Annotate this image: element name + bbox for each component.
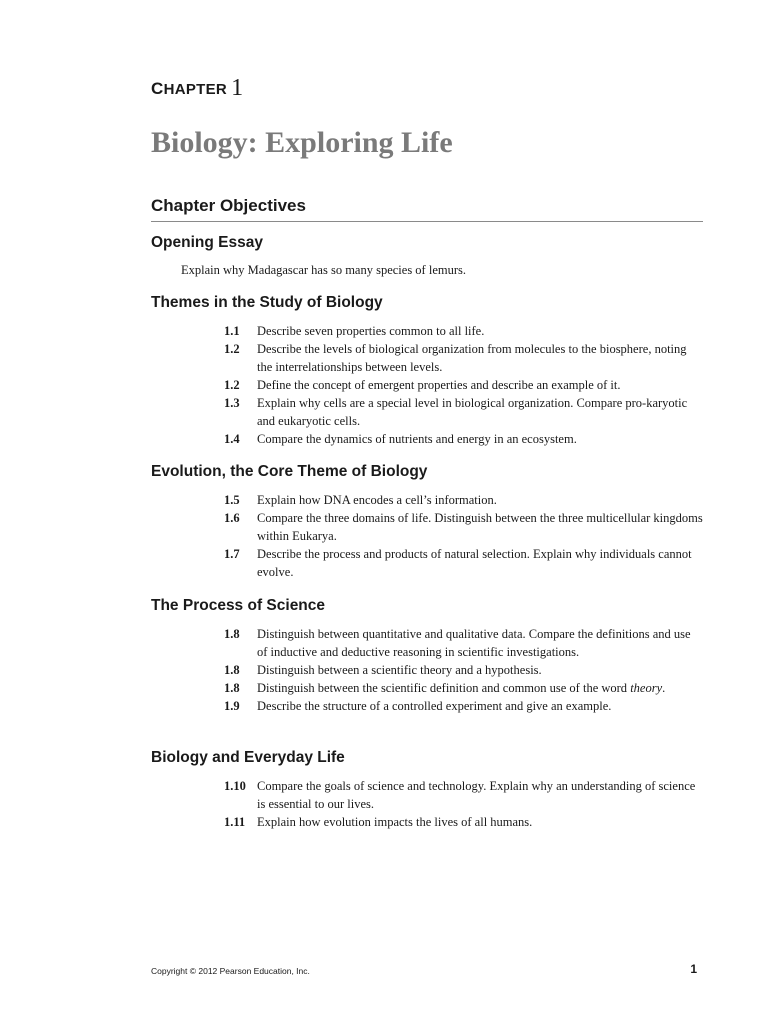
page-number: 1	[690, 962, 697, 976]
objective-number: 1.8	[224, 627, 240, 641]
section-opening-essay	[151, 234, 703, 279]
objective-text-main: Distinguish between the scientific definition and common use of the word	[257, 681, 628, 695]
section-evolution	[151, 463, 703, 581]
objective-item	[224, 697, 703, 715]
objective-list	[151, 777, 703, 831]
objective-text: Describe the process and products of natural selection. Explain why individuals cannot evolve.	[257, 547, 692, 579]
objective-number: 1.9	[224, 699, 240, 713]
section-themes	[151, 294, 703, 448]
objective-item	[224, 509, 703, 545]
objective-text: Explain how evolution impacts the lives of all humans.	[257, 815, 533, 829]
objective-item	[224, 777, 703, 813]
objective-item	[224, 376, 703, 394]
objective-text-italic: theory	[630, 681, 663, 695]
objective-text: Compare the goals of science and technology. Explain why an understanding of science is essential to our lives.	[257, 779, 696, 811]
objective-text	[257, 679, 703, 697]
objective-number: 1.2	[224, 342, 240, 356]
objective-item	[224, 679, 703, 697]
objective-item	[224, 394, 703, 430]
objective-number: 1.5	[224, 493, 240, 507]
objective-item	[224, 813, 703, 831]
objective-text: Compare the dynamics of nutrients and energy in an ecosystem.	[257, 432, 577, 446]
objective-number: 1.11	[224, 815, 246, 829]
section-heading: Opening Essay	[151, 234, 263, 251]
objective-list	[151, 491, 703, 581]
objective-text: Explain why cells are a special level in biological organization. Compare pro-karyotic and eukaryotic cells.	[257, 396, 688, 428]
objective-text: Describe the levels of biological organization from molecules to the biosphere, noting the interrelationships between levels.	[257, 342, 687, 374]
section-heading: The Process of Science	[151, 597, 326, 614]
section-heading: Evolution, the Core Theme of Biology	[151, 463, 428, 480]
objectives-heading: Chapter Objectives	[151, 196, 306, 215]
objective-list	[151, 625, 703, 715]
section-heading: Themes in the Study of Biology	[151, 294, 383, 311]
chapter-word-first: C	[151, 79, 164, 98]
objective-number: 1.10	[224, 779, 246, 793]
objective-item	[224, 545, 703, 581]
copyright-notice: Copyright © 2012 Pearson Education, Inc.	[151, 966, 310, 976]
objective-item	[224, 430, 703, 448]
objective-item	[224, 491, 703, 509]
objective-text: Define the concept of emergent properties and describe an example of it.	[257, 378, 621, 392]
objective-number: 1.8	[224, 663, 240, 677]
chapter-title: Biology: Exploring Life	[151, 126, 453, 159]
objective-text: Distinguish between a scientific theory and a hypothesis.	[257, 663, 542, 677]
objective-number: 1.1	[224, 324, 240, 338]
chapter-number: 1	[231, 75, 244, 101]
section-process-of-science	[151, 597, 703, 715]
essay-objective-text: Explain why Madagascar has so many species of lemurs.	[181, 263, 466, 277]
section-divider	[151, 221, 703, 222]
objective-text: Explain how DNA encodes a cell’s information.	[257, 493, 497, 507]
objective-list	[151, 322, 703, 448]
objective-number: 1.3	[224, 396, 240, 410]
chapter-word-rest: HAPTER	[163, 81, 228, 98]
objective-text: Describe the structure of a controlled experiment and give an example.	[257, 699, 612, 713]
chapter-label	[151, 74, 243, 101]
objective-text: Compare the three domains of life. Distinguish between the three multicellular kingdoms within Eukarya.	[257, 511, 703, 543]
objective-number: 1.6	[224, 511, 240, 525]
objective-number: 1.4	[224, 432, 240, 446]
objective-number: 1.8	[224, 681, 240, 695]
objective-text-end: .	[662, 681, 666, 695]
objective-text: Distinguish between quantitative and qualitative data. Compare the definitions and use of inductive and deductive reasoning in scientific investigations.	[257, 627, 691, 659]
objective-item	[224, 625, 703, 661]
objective-item	[224, 322, 703, 340]
objective-item	[224, 340, 703, 376]
objective-number: 1.2	[224, 378, 240, 392]
objective-item	[224, 661, 703, 679]
section-heading: Biology and Everyday Life	[151, 749, 345, 766]
objective-number: 1.7	[224, 547, 240, 561]
section-everyday-life	[151, 749, 703, 831]
objective-text: Describe seven properties common to all life.	[257, 324, 485, 338]
